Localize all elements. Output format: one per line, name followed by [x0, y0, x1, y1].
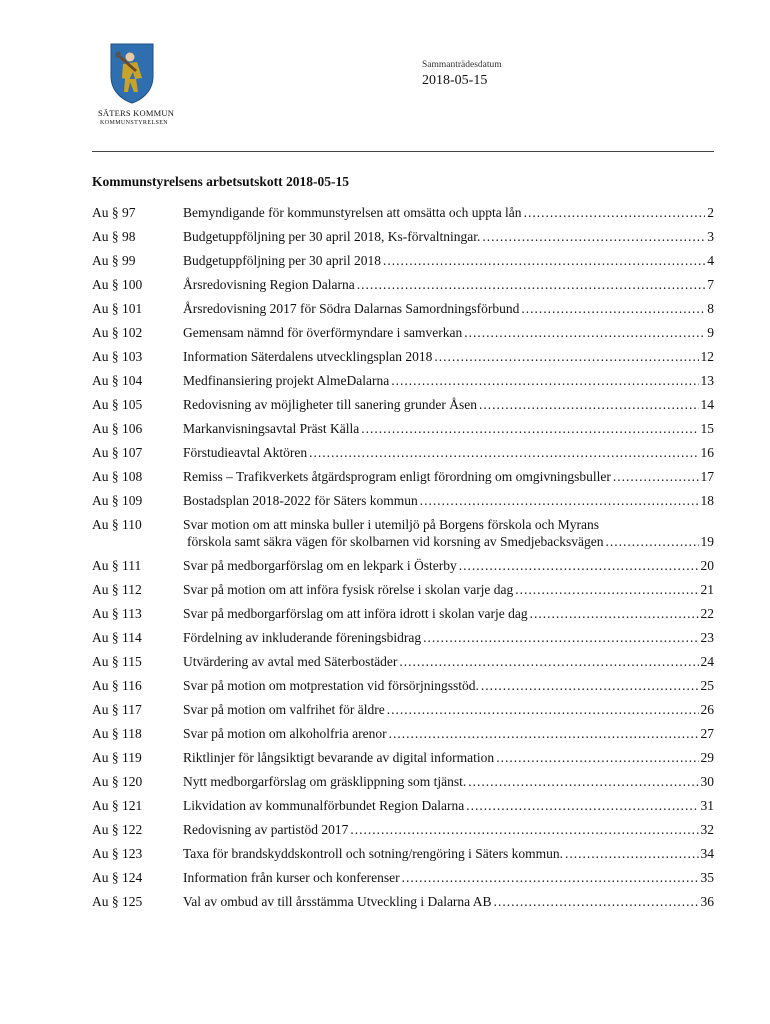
toc-title: Information från kurser och konferenser [183, 870, 400, 885]
toc-entry[interactable] [92, 773, 714, 790]
toc-section-ref: Au § 99 [92, 253, 136, 268]
toc-dot-leader [402, 869, 699, 886]
toc-title: Information Säterdalens utvecklingsplan 2018 [183, 349, 433, 364]
toc-section-ref: Au § 116 [92, 678, 142, 693]
toc-section-ref: Au § 112 [92, 582, 142, 597]
toc-entry[interactable] [92, 516, 714, 550]
toc-page-number: 32 [700, 822, 714, 837]
toc-entry[interactable] [92, 581, 714, 598]
toc-entry[interactable] [92, 725, 714, 742]
toc-title: Redovisning av partistöd 2017 [183, 822, 349, 837]
toc-page-number: 4 [707, 253, 714, 268]
toc-title: Val av ombud av till årsstämma Utveckling i Dalarna AB [183, 894, 492, 909]
toc-dot-leader [524, 204, 706, 221]
toc-page-number: 3 [707, 229, 714, 244]
toc-entry[interactable] [92, 797, 714, 814]
toc-title: Bostadsplan 2018-2022 för Säters kommun [183, 493, 418, 508]
toc-page-number: 9 [707, 325, 714, 340]
toc-title: Utvärdering av avtal med Säterbostäder [183, 654, 398, 669]
toc-dot-leader [496, 749, 698, 766]
toc-title: Fördelning av inkluderande föreningsbidrag [183, 630, 422, 645]
toc-dot-leader [494, 893, 699, 910]
toc-title: Redovisning av möjligheter till sanering grunder Åsen [183, 397, 477, 412]
toc-page-number: 30 [700, 774, 714, 789]
toc-title: Svar motion om att minska buller i utemiljö på Borgens förskola och Myrans [183, 517, 599, 532]
toc-section-ref: Au § 105 [92, 397, 143, 412]
toc-entry[interactable] [92, 372, 714, 389]
toc-title: Svar på medborgarförslag om en lekpark i Österby [183, 558, 457, 573]
toc-dot-leader [459, 557, 699, 574]
toc-section-ref: Au § 121 [92, 798, 143, 813]
toc-dot-leader [482, 228, 705, 245]
document-heading: Kommunstyrelsens arbetsutskott 2018-05-15 [92, 174, 349, 189]
toc-dot-leader [613, 468, 699, 485]
toc-dot-leader [481, 677, 699, 694]
toc-section-ref: Au § 100 [92, 277, 143, 292]
toc-page-number: 8 [707, 301, 714, 316]
toc-dot-leader [479, 396, 699, 413]
toc-dot-leader [399, 653, 698, 670]
toc-title: Taxa för brandskyddskontroll och sotning/rengöring i Säters kommun. [183, 846, 563, 861]
toc-dot-leader [350, 821, 698, 838]
toc-page-number: 19 [700, 534, 714, 549]
toc-section-ref: Au § 108 [92, 469, 143, 484]
toc-section-ref: Au § 98 [92, 229, 136, 244]
toc-dot-leader [521, 300, 705, 317]
toc-dot-leader [434, 348, 698, 365]
toc-title: Svar på motion om motprestation vid försörjningsstöd. [183, 678, 479, 693]
toc-entry[interactable] [92, 492, 714, 509]
toc-title: Årsredovisning Region Dalarna [183, 277, 355, 292]
toc-dot-leader [466, 797, 698, 814]
toc-section-ref: Au § 117 [92, 702, 142, 717]
toc-dot-leader [361, 420, 698, 437]
toc-entry[interactable] [92, 869, 714, 886]
toc-dot-leader [357, 276, 706, 293]
toc-title: Nytt medborgarförslag om gräsklippning som tjänst. [183, 774, 467, 789]
toc-entry[interactable] [92, 677, 714, 694]
toc-section-ref: Au § 102 [92, 325, 143, 340]
toc-dot-leader [391, 372, 698, 389]
toc-page-number: 17 [700, 469, 714, 484]
date-value: 2018-05-15 [422, 73, 488, 88]
toc-section-ref: Au § 103 [92, 349, 143, 364]
toc-entry[interactable] [92, 749, 714, 766]
toc-page-number: 31 [700, 798, 714, 813]
toc-entry[interactable] [92, 629, 714, 646]
toc-page-number: 14 [700, 397, 714, 412]
toc-entry[interactable] [92, 468, 714, 485]
header-divider [92, 151, 714, 152]
toc-section-ref: Au § 124 [92, 870, 143, 885]
toc-title: Budgetuppföljning per 30 april 2018 [183, 253, 381, 268]
toc-page-number: 36 [700, 894, 714, 909]
toc-title: Förstudieavtal Aktören [183, 445, 308, 460]
toc-entry[interactable] [92, 276, 714, 293]
toc-section-ref: Au § 101 [92, 301, 143, 316]
toc-page-number: 23 [700, 630, 714, 645]
toc-title: Remiss – Trafikverkets åtgärdsprogram enligt förordning om omgivningsbuller [183, 469, 611, 484]
toc-title: Svar på motion om att införa fysisk rörelse i skolan varje dag [183, 582, 514, 597]
toc-section-ref: Au § 120 [92, 774, 143, 789]
toc-dot-leader [389, 725, 699, 742]
toc-title: Svar på medborgarförslag om att införa idrott i skolan varje dag [183, 606, 528, 621]
toc-section-ref: Au § 122 [92, 822, 143, 837]
toc-dot-leader [606, 533, 699, 550]
toc-dot-leader [468, 773, 698, 790]
toc-section-ref: Au § 118 [92, 726, 142, 741]
toc-dot-leader [383, 252, 705, 269]
toc-title: Likvidation av kommunalförbundet Region Dalarna [183, 798, 465, 813]
toc-title: Bemyndigande för kommunstyrelsen att omsätta och uppta lån [183, 205, 522, 220]
toc-title: Riktlinjer för långsiktigt bevarande av digital information [183, 750, 495, 765]
toc-page-number: 13 [700, 373, 714, 388]
toc-dot-leader [387, 701, 699, 718]
toc-section-ref: Au § 111 [92, 558, 142, 573]
toc-entry[interactable] [92, 396, 714, 413]
toc-page-number: 20 [700, 558, 714, 573]
toc-title: Medfinansiering projekt AlmeDalarna [183, 373, 390, 388]
toc-entry[interactable] [92, 204, 714, 221]
meeting-date-block [422, 60, 502, 89]
toc-dot-leader [464, 324, 705, 341]
toc-entry[interactable] [92, 605, 714, 622]
toc-entry[interactable] [92, 845, 714, 862]
toc-dot-leader [515, 581, 698, 598]
toc-title: Markanvisningsavtal Präst Källa [183, 421, 360, 436]
toc-section-ref: Au § 115 [92, 654, 142, 669]
toc-page-number: 21 [700, 582, 714, 597]
toc-entry[interactable] [92, 821, 714, 838]
toc-section-ref: Au § 97 [92, 205, 136, 220]
toc-entry[interactable] [92, 300, 714, 317]
municipality-logo [96, 42, 176, 126]
toc-page-number: 26 [700, 702, 714, 717]
toc-section-ref: Au § 110 [92, 517, 142, 532]
toc-page-number: 15 [700, 421, 714, 436]
toc-title: Gemensam nämnd för överförmyndare i samverkan [183, 325, 463, 340]
toc-entry[interactable] [92, 228, 714, 245]
toc-entry[interactable] [92, 348, 714, 365]
table-of-contents [92, 204, 714, 917]
toc-page-number: 29 [700, 750, 714, 765]
toc-entry[interactable] [92, 324, 714, 341]
toc-section-ref: Au § 113 [92, 606, 142, 621]
toc-page-number: 25 [700, 678, 714, 693]
toc-section-ref: Au § 114 [92, 630, 142, 645]
toc-page-number: 12 [700, 349, 714, 364]
toc-section-ref: Au § 125 [92, 894, 143, 909]
toc-section-ref: Au § 119 [92, 750, 142, 765]
date-label: Sammanträdesdatum [422, 60, 502, 70]
toc-title: Svar på motion om alkoholfria arenor [183, 726, 387, 741]
toc-page-number: 22 [700, 606, 714, 621]
toc-page-number: 35 [700, 870, 714, 885]
toc-page-number: 7 [707, 277, 714, 292]
toc-section-ref: Au § 104 [92, 373, 143, 388]
org-subtitle: KOMMUNSTYRELSEN [100, 120, 169, 126]
toc-title: Budgetuppföljning per 30 april 2018, Ks-förvaltningar. [183, 229, 481, 244]
toc-title: Svar på motion om valfrihet för äldre [183, 702, 385, 717]
toc-page-number: 27 [700, 726, 714, 741]
coat-of-arms-icon [109, 42, 155, 104]
toc-page-number: 24 [700, 654, 714, 669]
toc-section-ref: Au § 109 [92, 493, 143, 508]
toc-entry[interactable] [92, 252, 714, 269]
toc-dot-leader [423, 629, 698, 646]
toc-entry[interactable] [92, 653, 714, 670]
toc-entry[interactable] [92, 420, 714, 437]
toc-entry[interactable] [92, 701, 714, 718]
toc-dot-leader [420, 492, 699, 509]
toc-dot-leader [530, 605, 699, 622]
toc-entry[interactable] [92, 893, 714, 910]
toc-entry[interactable] [92, 557, 714, 574]
toc-page-number: 2 [707, 205, 714, 220]
toc-section-ref: Au § 107 [92, 445, 143, 460]
toc-dot-leader [565, 845, 699, 862]
toc-page-number: 18 [700, 493, 714, 508]
toc-page-number: 34 [700, 846, 714, 861]
toc-section-ref: Au § 106 [92, 421, 143, 436]
toc-title: förskola samt säkra vägen för skolbarnen vid korsning av Smedjebacksvägen [187, 534, 604, 549]
org-name: SÄTERS KOMMUN [98, 108, 175, 118]
toc-title: Årsredovisning 2017 för Södra Dalarnas Samordningsförbund [183, 301, 520, 316]
toc-entry[interactable] [92, 444, 714, 461]
toc-dot-leader [309, 444, 698, 461]
toc-page-number: 16 [700, 445, 714, 460]
toc-section-ref: Au § 123 [92, 846, 143, 861]
